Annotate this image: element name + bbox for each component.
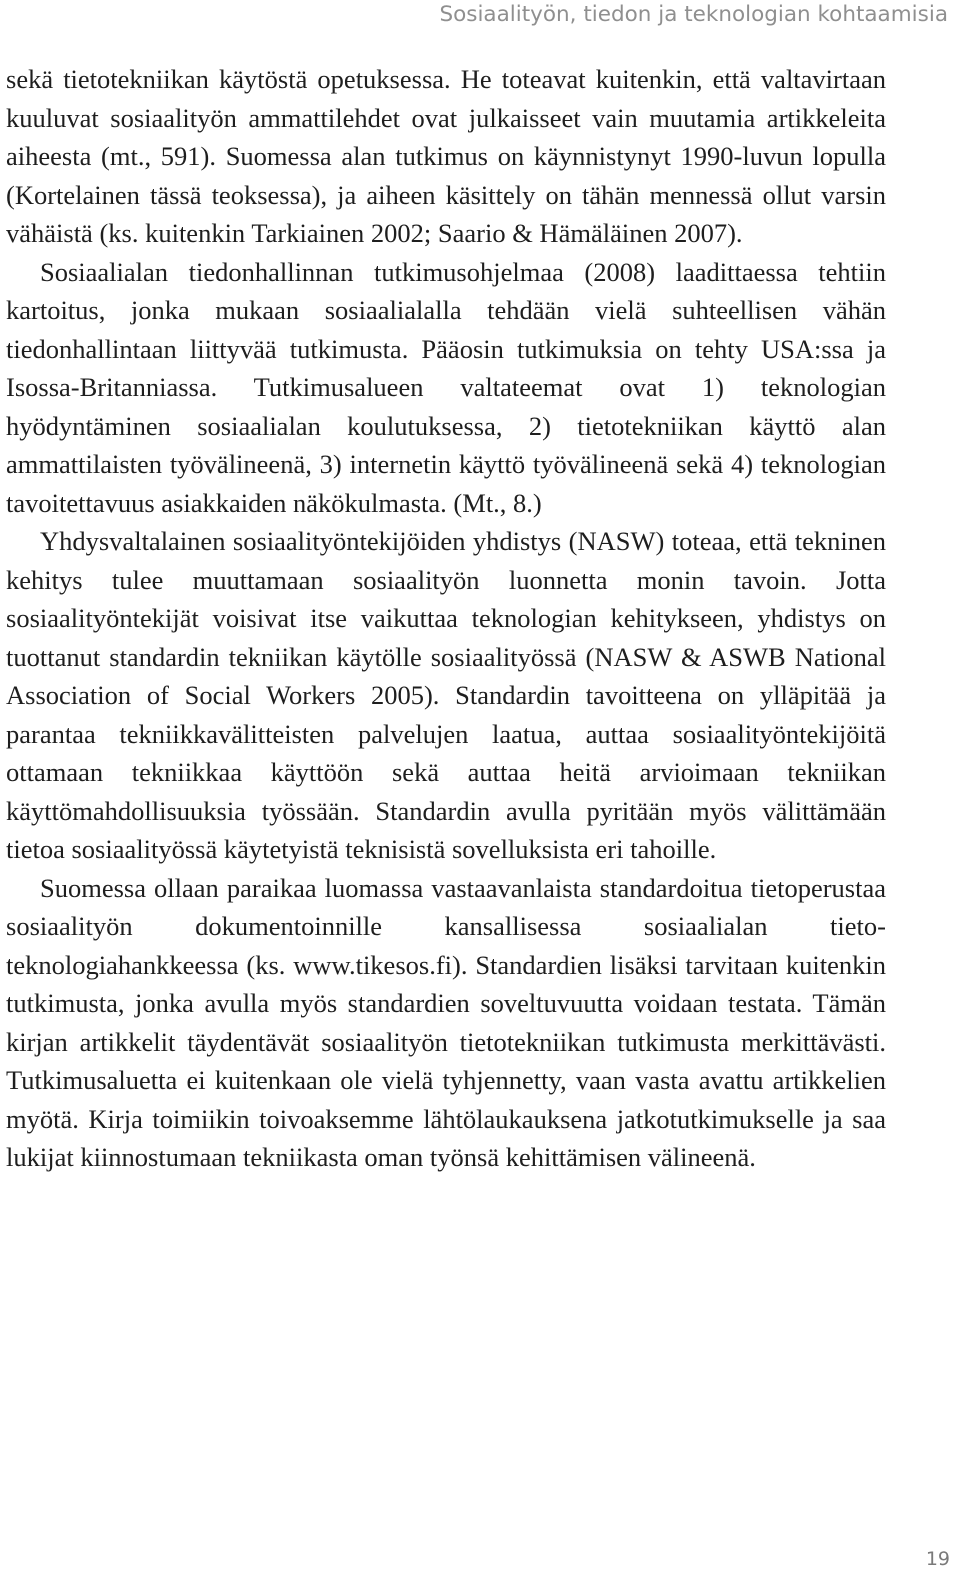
- body-text: [6, 60, 886, 1177]
- paragraph-nasw-standard: Yhdysvaltalainen sosiaalityöntekijöiden yhdistys (NASW) toteaa, että tekninen kehitys tulee muuttamaan sosiaalityön luonnetta monin tavoin. Jotta sosiaalityöntekijät voisivat itse vaikuttaa teknologian kehitykseen, yhdistys on tuottanut standardin tekniikan käytölle sosiaalityössä (NASW & ASWB National Association of Social Workers 2005). Standardin tavoitteena on ylläpitää ja parantaa tekniikkavälitteisten palvelujen laatua, auttaa sosiaalityöntekijöitä ottamaan tekniikkaa käyttöön sekä auttaa heitä arvioimaan tekniikan käyttömahdollisuuksia työssään. Standardin avulla pyritään myös välittämään tietoa sosiaalityössä käytetyistä teknisistä sovelluksista eri tahoille.: [6, 526, 886, 864]
- paragraph-research-program: Sosiaalialan tiedonhallinnan tutkimusohjelmaa (2008) laadittaessa tehtiin kartoitus, jonka mukaan sosiaalialalla tehdään vielä suhteellisen vähän tiedonhallintaan liittyvää tutkimusta. Pääosin tutkimuksia on tehty USA:ssa ja Isossa-Britanniassa. Tutkimusalueen valtateemat ovat 1) teknologian hyödyntäminen sosiaalialan koulutuksessa, 2) tietotekniikan käyttö alan ammattilaisten työvälineenä, 3) internetin käyttö työvälineenä sekä 4) teknologian tavoitettavuus asiakkaiden näkökulmasta. (Mt., 8.): [6, 256, 886, 518]
- paragraph-finland-standard: Suomessa ollaan paraikaa luomassa vastaavanlaista standardoitua tietoperustaa sosiaalityön dokumentoinnille kansallisessa sosiaalialan tietoteknologiahankkeessa (ks. www.tikesos.fi). Standardien lisäksi tarvitaan kuitenkin tutkimusta, jonka avulla myös standardien soveltuvuutta voidaan testata. Tämän kirjan artikkelit täydentävät sosiaalityön tietotekniikan tutkimusta merkittävästi. Tutkimusaluetta ei kuitenkaan ole vielä tyhjennetty, vaan vasta avattu artikkelien myötä. Kirja toimiikin toivoaksemme lähtölaukauksena jatkotutkimukselle ja saa lukijat kiinnostumaan tekniikasta oman työnsä kehittämisen välineenä.: [6, 872, 886, 1172]
- page-number: 19: [925, 1548, 950, 1570]
- paragraph-continuation: sekä tietotekniikan käytöstä opetuksessa. He toteavat kuitenkin, että valtavirtaan kuuluvat sosiaalityön ammattilehdet ovat julkaisseet vain muutamia artikkeleita aiheesta (mt., 591). Suomessa alan tutkimus on käynnistynyt 1990-luvun lopulla (Kortelainen tässä teoksessa), ja aiheen käsittely on tähän mennessä ollut varsin vähäistä (ks. kuitenkin Tarkiainen 2002; Saario & Hämäläinen 2007).: [6, 64, 886, 248]
- running-header: Sosiaalityön, tiedon ja teknologian kohtaamisia: [439, 2, 948, 27]
